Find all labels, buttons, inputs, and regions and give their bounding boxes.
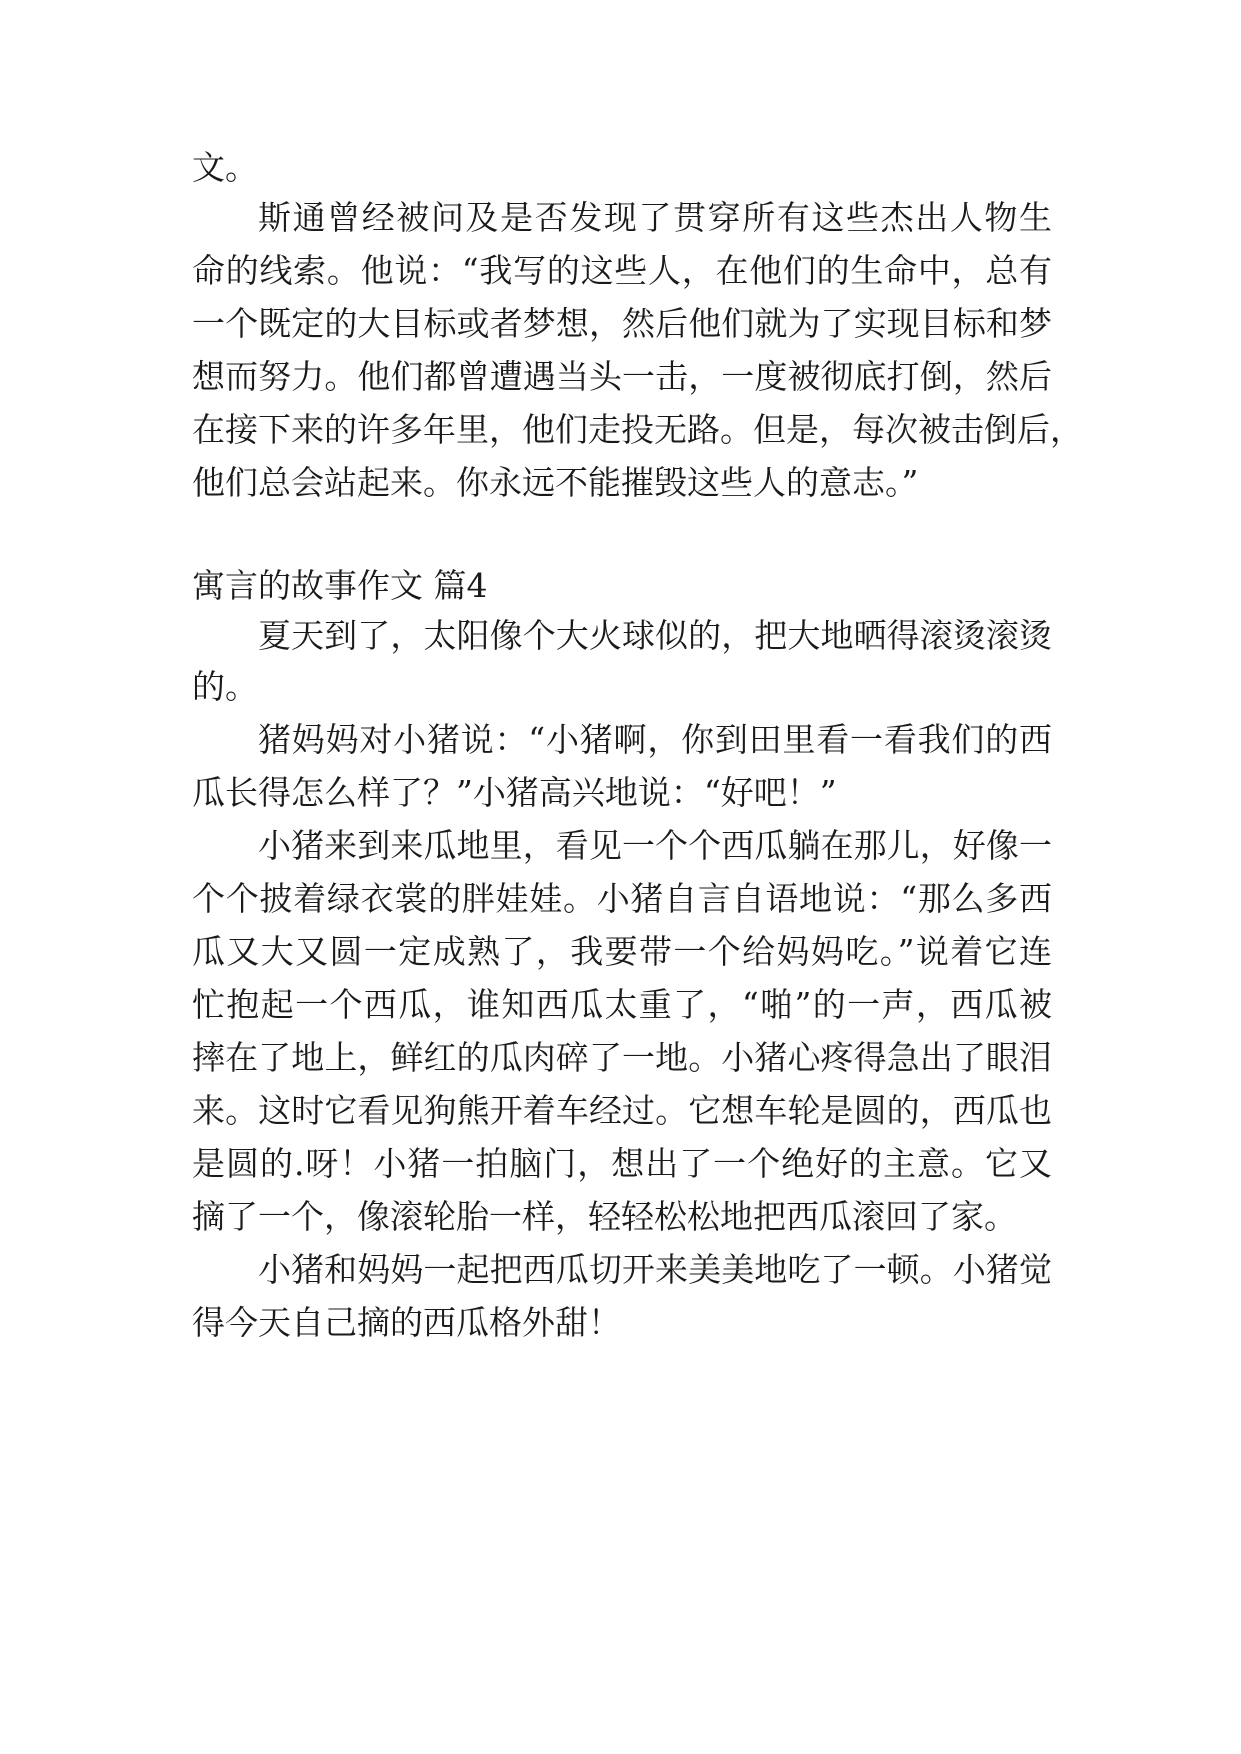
paragraph-first-line: 斯通曾经被问及是否发现了贯穿所有这些杰出人物生 <box>258 198 1052 237</box>
text-line: 来。这时它看见狗熊开着车经过。它想车轮是圆的，西瓜也 <box>192 1091 1052 1130</box>
text-line: 瓜又大又圆一定成熟了，我要带一个给妈妈吃。”说着它连 <box>192 932 1052 971</box>
paragraph-first-line: 夏天到了，太阳像个大火球似的，把大地晒得滚烫滚烫 <box>258 616 1052 655</box>
text-line: 摘了一个，像滚轮胎一样，轻轻松松地把西瓜滚回了家。 <box>192 1197 1017 1236</box>
text-line: 个个披着绿衣裳的胖娃娃。小猪自言自语地说：“那么多西 <box>192 879 1052 918</box>
text-line: 命的线索。他说：“我写的这些人，在他们的生命中，总有 <box>192 251 1052 290</box>
text-line: 瓜长得怎么样了？”小猪高兴地说：“好吧！” <box>192 773 837 812</box>
text-line: 是圆的.呀！小猪一拍脑门，想出了一个绝好的主意。它又 <box>192 1144 1052 1183</box>
section-heading: 寓言的故事作文 篇4 <box>192 566 488 605</box>
paragraph-first-line: 猪妈妈对小猪说：“小猪啊，你到田里看一看我们的西 <box>258 720 1052 759</box>
text-line: 文。 <box>192 148 258 187</box>
text-line: 得今天自己摘的西瓜格外甜！ <box>192 1303 621 1342</box>
text-line: 摔在了地上，鲜红的瓜肉碎了一地。小猪心疼得急出了眼泪 <box>192 1038 1052 1077</box>
text-line: 一个既定的大目标或者梦想，然后他们就为了实现目标和梦 <box>192 304 1052 343</box>
text-line: 想而努力。他们都曾遭遇当头一击，一度被彻底打倒，然后 <box>192 357 1052 396</box>
text-line: 的。 <box>192 667 258 706</box>
text-line: 在接下来的许多年里，他们走投无路。但是，每次被击倒后， <box>192 410 1083 449</box>
text-line: 忙抱起一个西瓜，谁知西瓜太重了，“啪”的一声，西瓜被 <box>192 985 1052 1024</box>
paragraph-first-line: 小猪来到来瓜地里，看见一个个西瓜躺在那儿，好像一 <box>258 826 1052 865</box>
paragraph-first-line: 小猪和妈妈一起把西瓜切开来美美地吃了一顿。小猪觉 <box>258 1250 1052 1289</box>
text-line: 他们总会站起来。你永远不能摧毁这些人的意志。” <box>192 463 919 502</box>
